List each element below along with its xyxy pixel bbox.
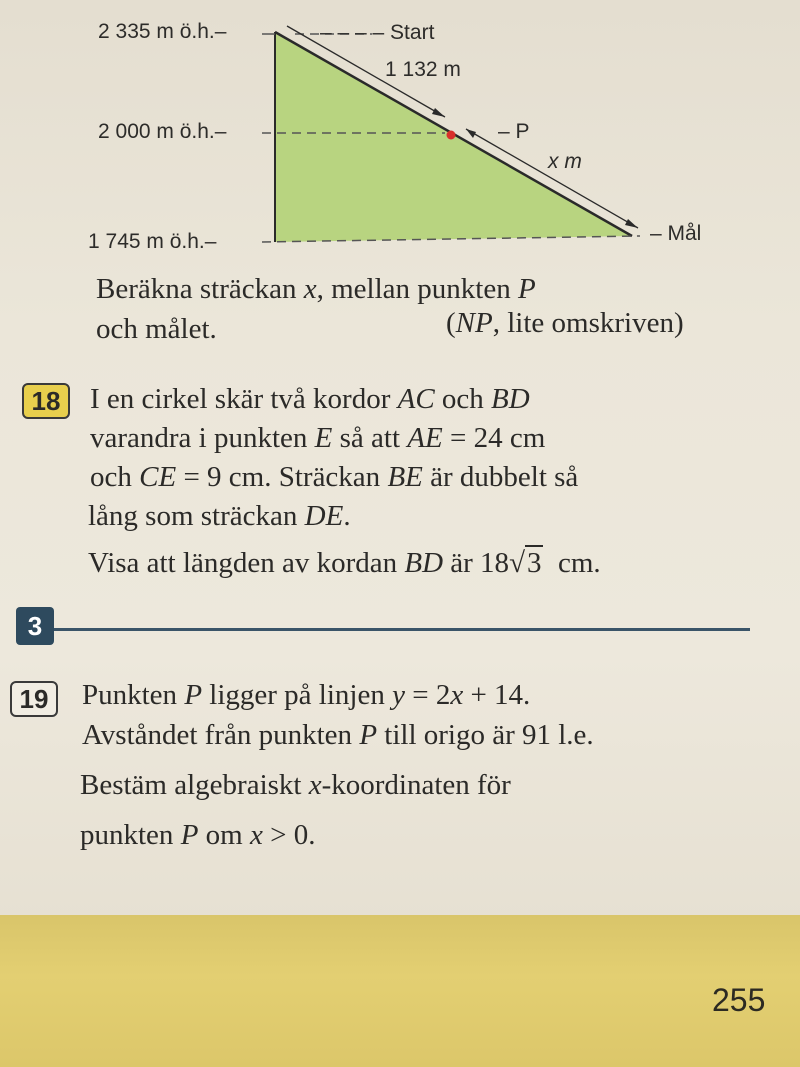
problem-number-18: 18: [22, 383, 70, 419]
sqrt-symbol: √3: [509, 547, 542, 579]
level-divider: [54, 628, 750, 631]
level-label-bottom: 1 745 m ö.h.–: [88, 230, 217, 253]
x-distance-label: x m: [548, 150, 582, 173]
point-p-marker: [447, 131, 456, 140]
goal-label: – Mål: [650, 222, 702, 245]
problem17-line1: Beräkna sträckan x, mellan punkten P: [96, 273, 536, 305]
level-label-middle: 2 000 m ö.h.–: [98, 120, 227, 143]
problem19-line1: Punkten P ligger på linjen y = 2x + 14.: [82, 679, 531, 711]
level-3-marker: 3: [16, 607, 54, 645]
problem19-line4: punkten P om x > 0.: [80, 819, 316, 851]
page-bottom-band: [0, 915, 800, 1067]
arrow-head: [432, 108, 445, 117]
arrow-head: [466, 129, 476, 138]
problem17-line2: och målet.: [96, 313, 217, 345]
problem18-line4: lång som sträckan DE.: [88, 500, 351, 532]
problem18-line2: varandra i punkten E så att AE = 24 cm: [90, 422, 546, 454]
problem18-line1: I en cirkel skär två kordor AC och BD: [90, 383, 530, 415]
level-label-top: 2 335 m ö.h.–: [98, 20, 227, 43]
problem-number-19: 19: [10, 681, 58, 717]
arrow-head: [625, 219, 638, 228]
problem17-source: (NP, lite omskriven): [446, 307, 684, 339]
page-number: 255: [712, 982, 766, 1018]
problem19-line3: Bestäm algebraiskt x-koordinaten för: [80, 769, 511, 801]
point-p-label: – P: [498, 120, 530, 143]
start-label: – – – – Start: [320, 21, 435, 44]
problem18-line5: Visa att längden av kordan BD är 18√3 cm.: [88, 544, 601, 582]
problem19-line2: Avståndet från punkten P till origo är 91 l.e.: [82, 719, 594, 751]
problem18-line3: och CE = 9 cm. Sträckan BE är dubbelt så: [90, 461, 579, 493]
distance-label: 1 132 m: [385, 58, 461, 81]
